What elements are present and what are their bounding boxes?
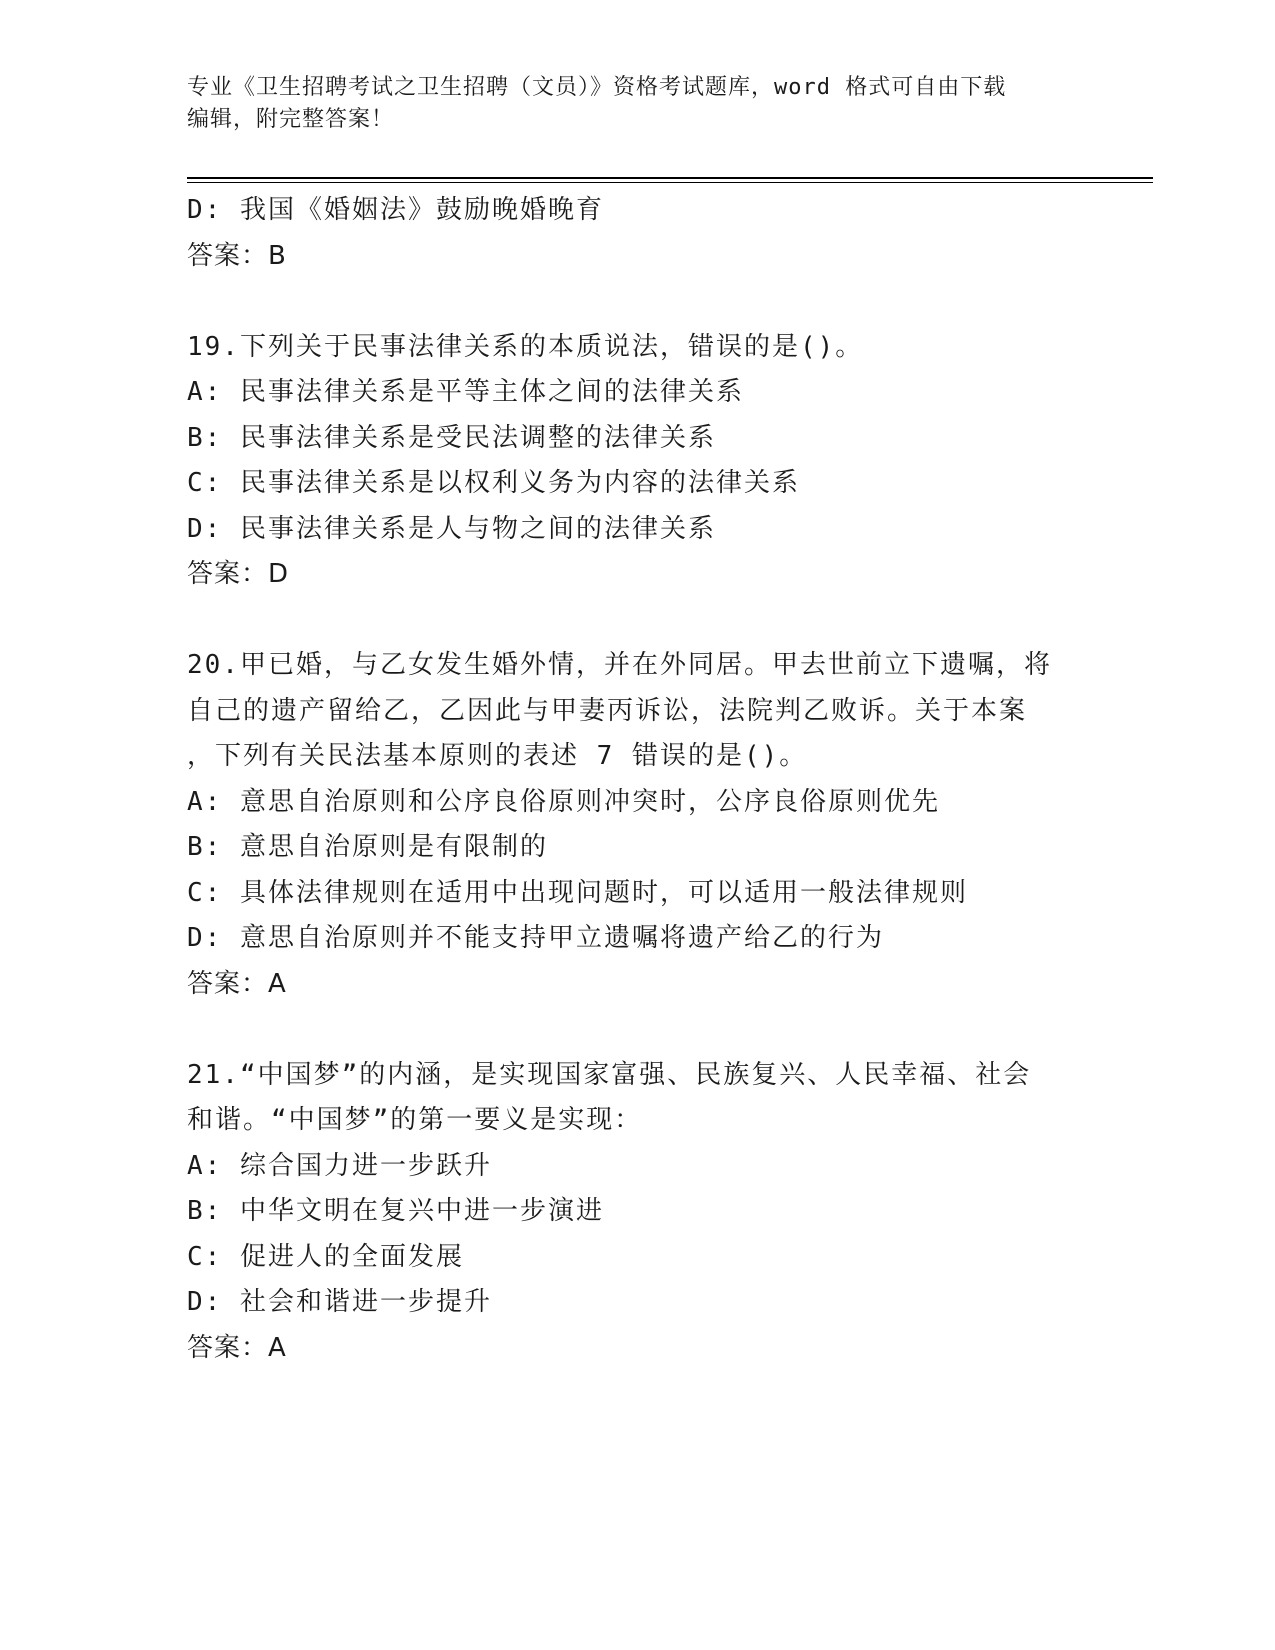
header-divider-thick — [187, 177, 1153, 179]
question-stem-line: 19.下列关于民事法律关系的本质说法，错误的是()。 — [187, 331, 864, 362]
question-stem-line: 自己的遗产留给乙，乙因此与甲妻丙诉讼，法院判乙败诉。关于本案 — [187, 695, 1028, 726]
option-b: B: 意思自治原则是有限制的 — [187, 832, 548, 862]
spacer — [187, 279, 1087, 325]
prev-option-d: D: 我国《婚姻法》鼓励晚婚晚育 — [187, 195, 604, 225]
question-19 — [187, 325, 1087, 598]
question-stem-line: 20.甲已婚，与乙女发生婚外情，并在外同居。甲去世前立下遗嘱，将 — [187, 650, 1052, 680]
question-stem-line: 21.“中国梦”的内涵，是实现国家富强、民族复兴、人民幸福、社会 — [187, 1059, 1032, 1090]
question-21 — [187, 1053, 1087, 1372]
option-b: B: 中华文明在复兴中进一步演进 — [187, 1196, 604, 1226]
header-divider-thin — [187, 182, 1153, 183]
option-a: A: 意思自治原则和公序良俗原则冲突时，公序良俗原则优先 — [187, 786, 940, 817]
question-stem-line: 和谐。“中国梦”的第一要义是实现： — [187, 1105, 643, 1135]
answer: 答案：A — [187, 968, 287, 999]
option-c: C: 具体法律规则在适用中出现问题时，可以适用一般法律规则 — [187, 877, 968, 908]
option-b: B: 民事法律关系是受民法调整的法律关系 — [187, 422, 716, 453]
spacer — [187, 1007, 1087, 1053]
option-d: D: 民事法律关系是人与物之间的法律关系 — [187, 513, 716, 544]
answer: 答案：A — [187, 1332, 287, 1363]
header-line-2: 编辑，附完整答案！ — [187, 107, 395, 132]
question-stem-line: ，下列有关民法基本原则的表述 7 错误的是()。 — [187, 741, 808, 771]
document-header — [187, 72, 1087, 136]
option-c: C: 促进人的全面发展 — [187, 1241, 464, 1272]
option-c: C: 民事法律关系是以权利义务为内容的法律关系 — [187, 468, 800, 498]
header-line-1: 专业《卫生招聘考试之卫生招聘（文员）》资格考试题库，word 格式可自由下载 — [187, 75, 1007, 100]
question-list — [187, 188, 1087, 1371]
option-d: D: 社会和谐进一步提升 — [187, 1287, 492, 1317]
prev-answer: 答案：B — [187, 240, 287, 271]
option-d: D: 意思自治原则并不能支持甲立遗嘱将遗产给乙的行为 — [187, 923, 884, 953]
option-a: A: 综合国力进一步跃升 — [187, 1150, 492, 1181]
question-20 — [187, 643, 1087, 1007]
option-a: A: 民事法律关系是平等主体之间的法律关系 — [187, 377, 744, 407]
spacer — [187, 598, 1087, 644]
answer: 答案：D — [187, 559, 290, 589]
